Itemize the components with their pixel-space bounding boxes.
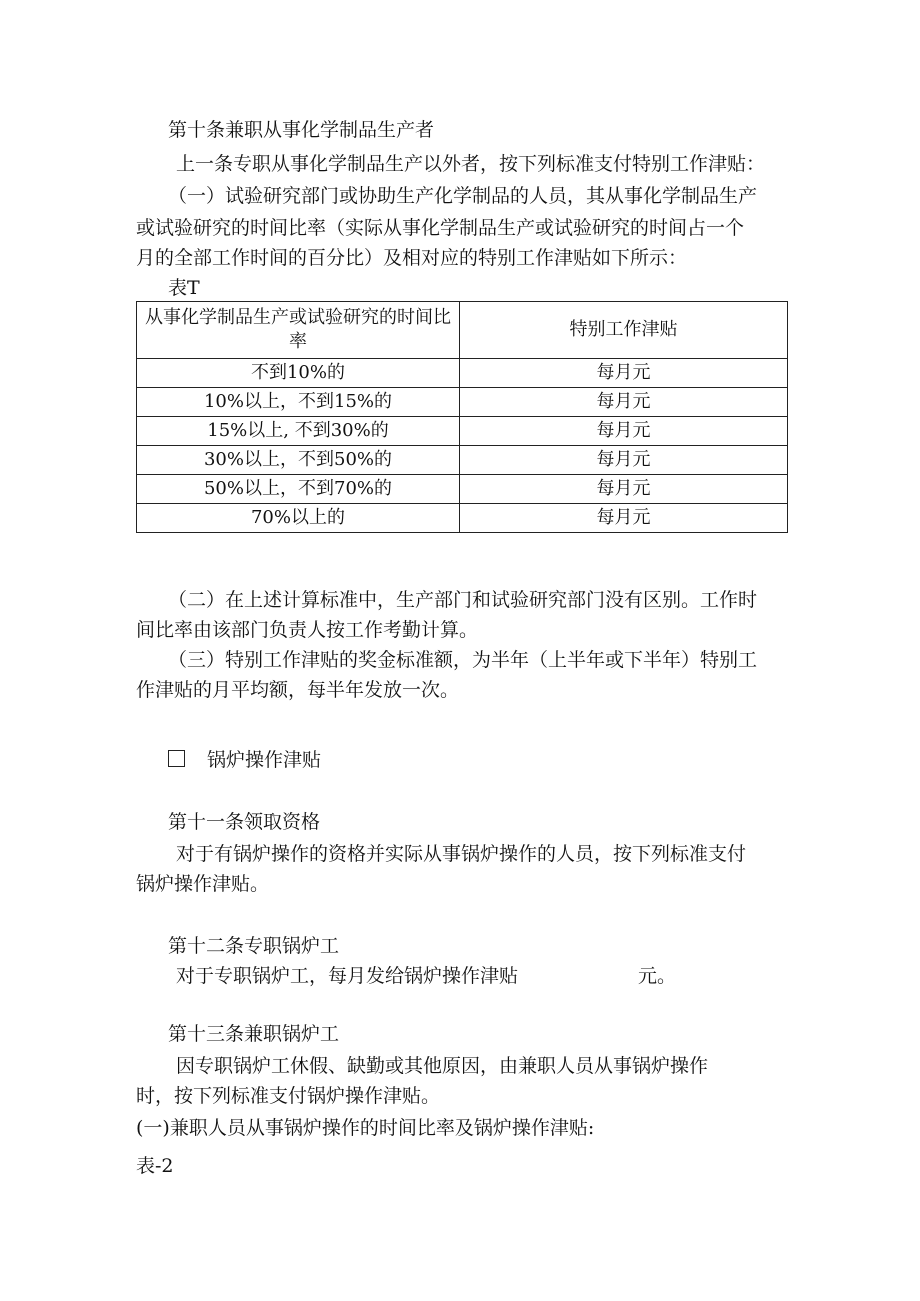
section-heading: [168, 746, 321, 774]
article-13-item1: (一)兼职人员从事锅炉操作的时间比率及锅炉操作津贴:: [136, 1117, 595, 1139]
table-cell-ratio: 30%以上，不到50%的: [137, 446, 460, 475]
table-cell-ratio: 10%以上，不到15%的: [137, 388, 460, 417]
section-title: 锅炉操作津贴: [207, 749, 322, 771]
table-row: [137, 417, 788, 446]
table-row: [137, 446, 788, 475]
table-1-label: 表T: [168, 277, 200, 299]
article-10-item2-line1: （二）在上述计算标准中，生产部门和试验研究部门没有区别。工作时: [168, 589, 758, 611]
table-cell-allowance: 每月元: [460, 359, 788, 388]
article-11-line1: 对于有锅炉操作的资格并实际从事锅炉操作的人员，按下列标准支付: [176, 843, 747, 865]
table-cell-ratio: 15%以上, 不到30%的: [137, 417, 460, 446]
article-12-unit: 元。: [638, 965, 677, 987]
table-cell-allowance: 每月元: [460, 446, 788, 475]
article-10-item2-line2: 间比率由该部门负责人按工作考勤计算。: [136, 619, 479, 641]
table-cell-allowance: 每月元: [460, 475, 788, 504]
article-13-line2: 时，按下列标准支付锅炉操作津贴。: [136, 1085, 441, 1107]
article-13-heading: 第十三条兼职锅炉工: [168, 1023, 340, 1045]
table-cell-ratio: 50%以上，不到70%的: [137, 475, 460, 504]
table-header-allowance: 特别工作津贴: [460, 302, 788, 359]
table-cell-allowance: 每月元: [460, 388, 788, 417]
article-13-line1: 因专职锅炉工休假、缺勤或其他原因，由兼职人员从事锅炉操作: [176, 1055, 709, 1077]
table-row: [137, 359, 788, 388]
article-12-heading: 第十二条专职锅炉工: [168, 935, 340, 957]
article-10-item1-line1: （一）试验研究部门或协助生产化学制品的人员，其从事化学制品生产: [168, 185, 758, 207]
table-header-ratio: 从事化学制品生产或试验研究的时间比率: [137, 302, 460, 359]
article-10-item3-line1: （三）特别工作津贴的奖金标准额，为半年（上半年或下半年）特别工: [168, 649, 758, 671]
table-2-label: 表-2: [136, 1155, 174, 1177]
article-10-heading: 第十条兼职从事化学制品生产者: [168, 119, 435, 141]
table-cell-allowance: 每月元: [460, 504, 788, 533]
article-11-heading: 第十一条领取资格: [168, 811, 321, 833]
article-12-line1: 对于专职锅炉工，每月发给锅炉操作津贴: [176, 965, 519, 987]
table-cell-ratio: 不到10%的: [137, 359, 460, 388]
table-header-row: [137, 302, 788, 359]
table-cell-ratio: 70%以上的: [137, 504, 460, 533]
time-ratio-allowance-table: [136, 301, 788, 533]
checkbox-icon: [168, 750, 185, 767]
table-row: [137, 388, 788, 417]
table-cell-allowance: 每月元: [460, 417, 788, 446]
table-row: [137, 475, 788, 504]
table-row: [137, 504, 788, 533]
article-10-intro: 上一条专职从事化学制品生产以外者，按下列标准支付特别工作津贴：: [176, 153, 766, 175]
article-10-item3-line2: 作津贴的月平均额，每半年发放一次。: [136, 679, 460, 701]
article-11-line2: 锅炉操作津贴。: [136, 873, 270, 895]
article-10-item1-line2: 或试验研究的时间比率（实际从事化学制品生产或试验研究的时间占一个: [136, 217, 745, 239]
article-10-item1-line3: 月的全部工作时间的百分比）及相对应的特别工作津贴如下所示：: [136, 247, 688, 269]
